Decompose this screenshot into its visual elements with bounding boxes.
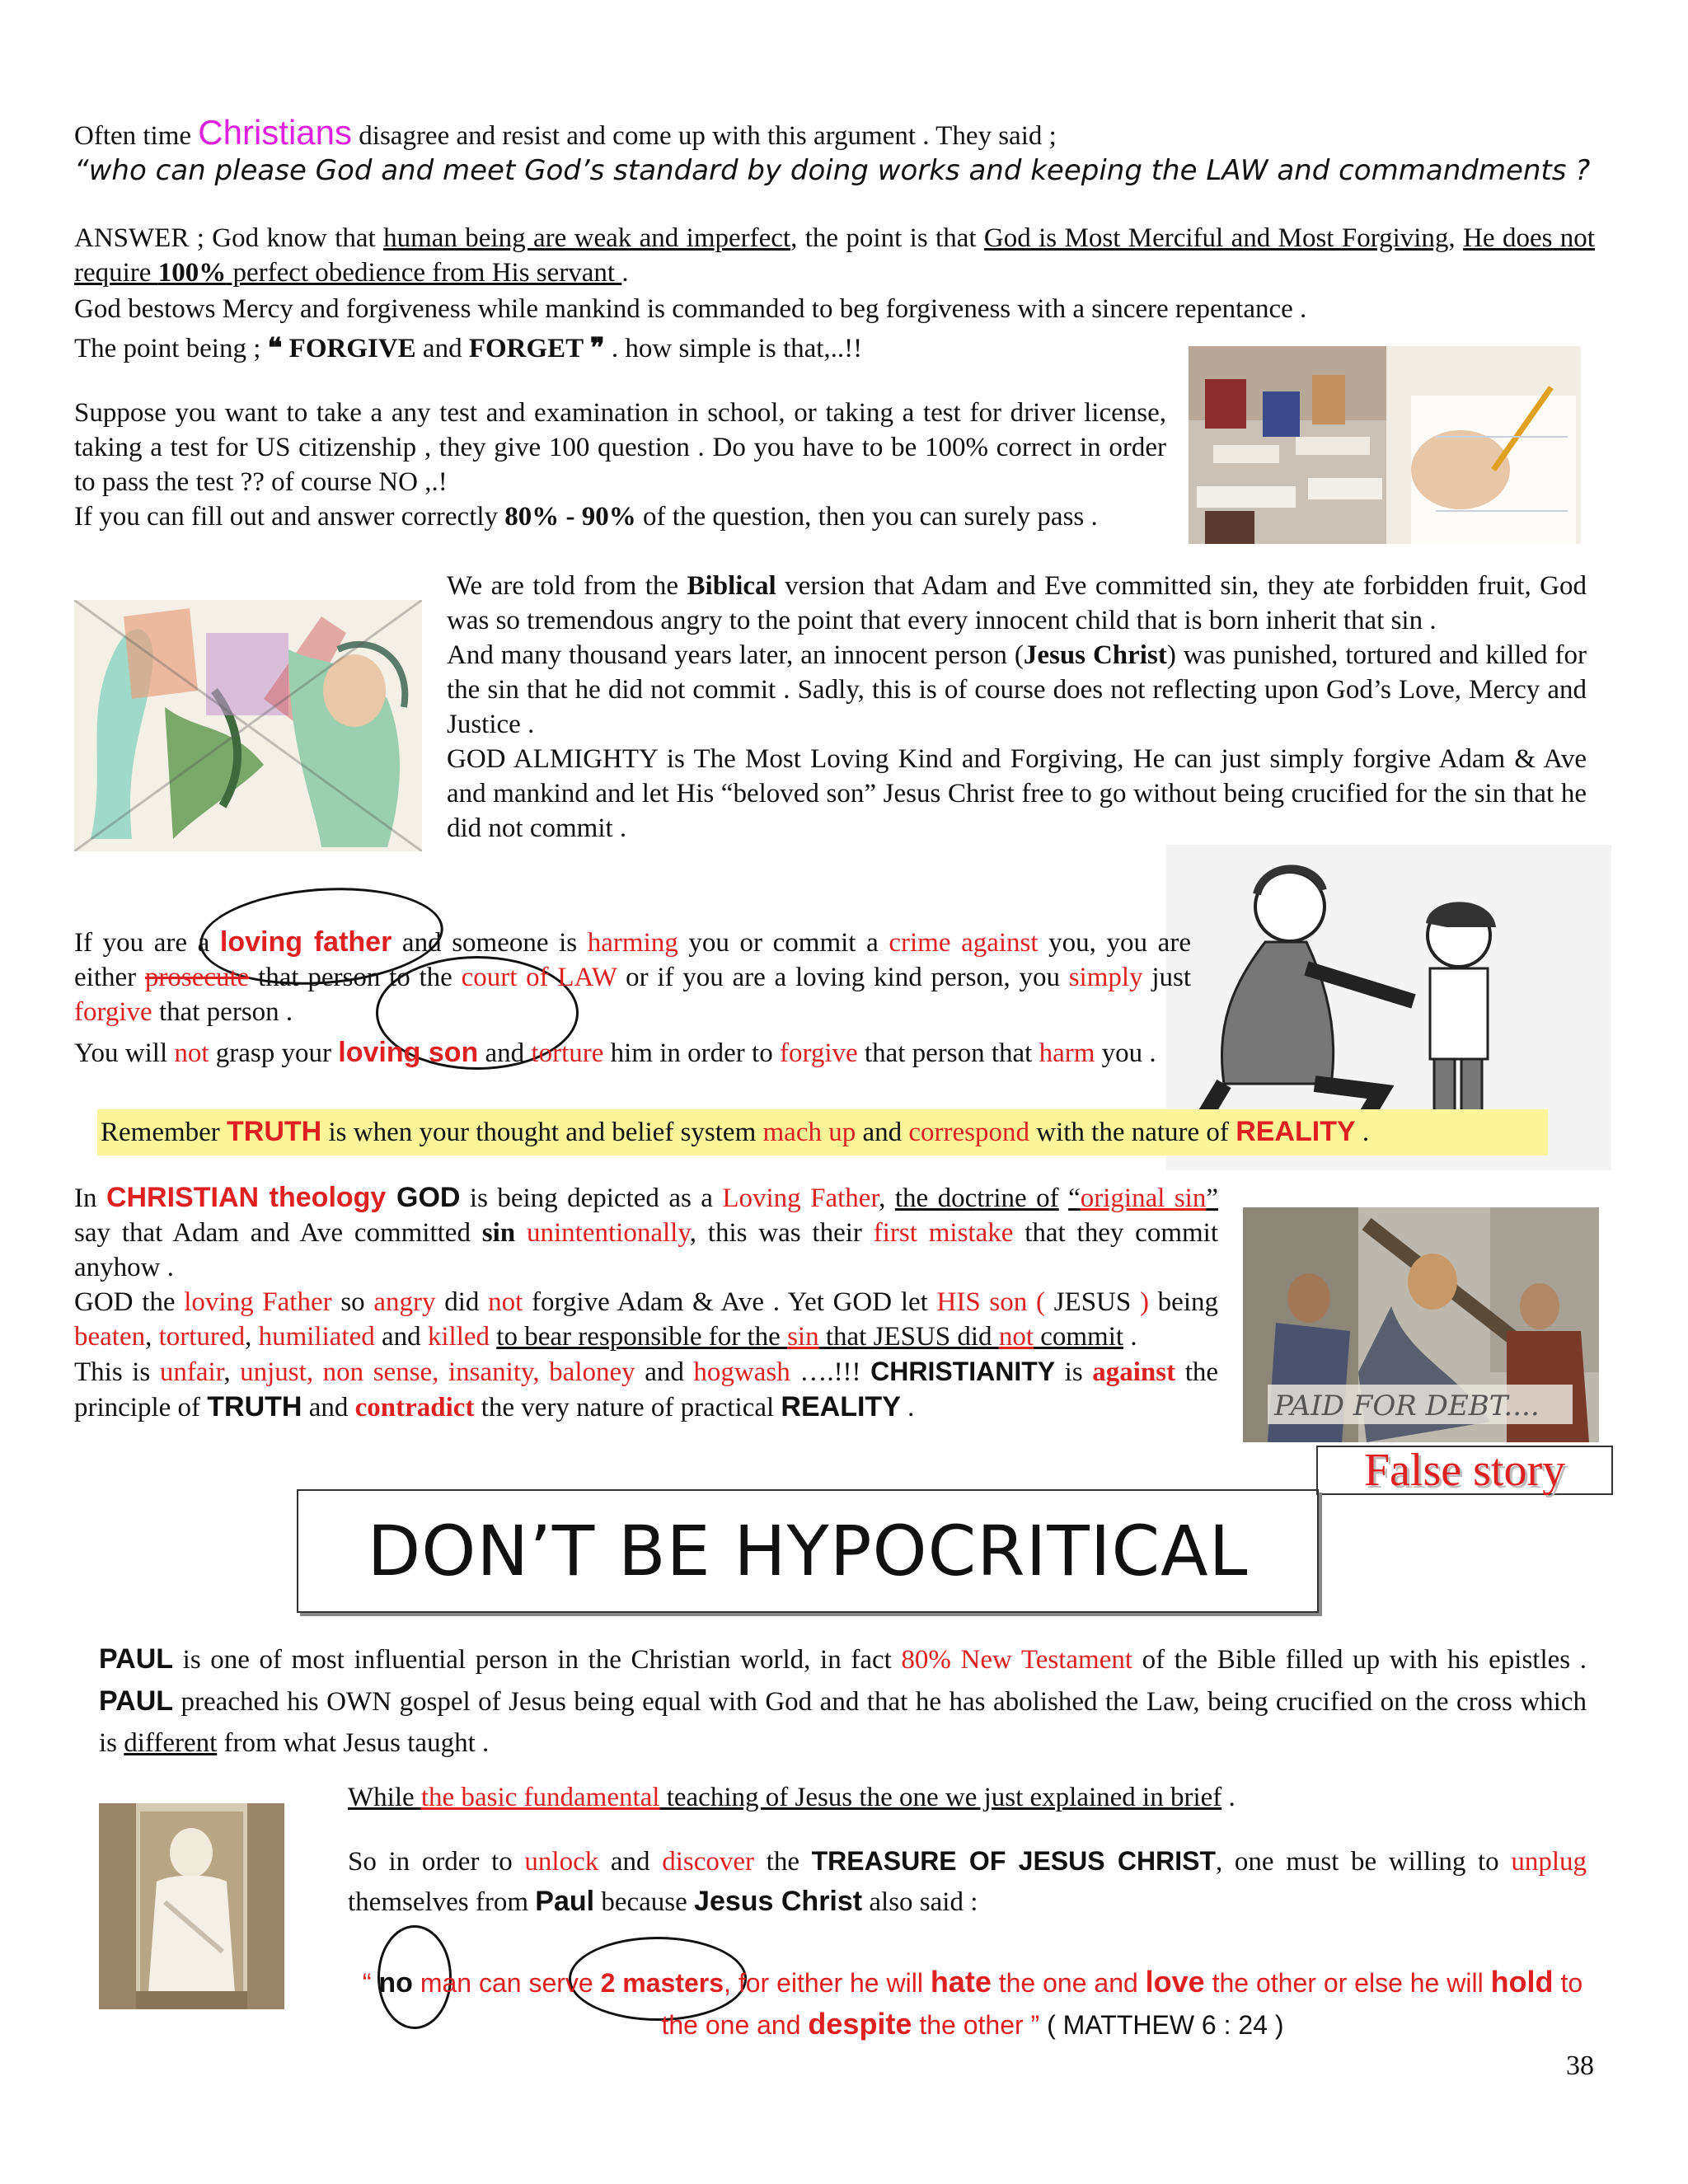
paul-statue-image (99, 1803, 284, 2009)
forgive-forget-line: The point being ; ❝ FORGIVE and FORGET ❞ . how simple is that,..!! (74, 334, 863, 363)
matthew-quote: “ no man can serve 2 masters, for either he will hate the one and love the other or else he will hold to the one and despite the other ” ( MATTHEW 6 : 24 ) (362, 1965, 1583, 2041)
loving-father-paragraph: If you are a loving father and someone is harming you or commit a crime against you, you are either prosecute that person to the court of LAW or if you are a loving kind person, you simply just forgive that person . (74, 926, 1192, 1027)
crucifixion-painting-image (1243, 1207, 1599, 1442)
christians-word: Christians (198, 113, 353, 152)
paul-paragraph: PAUL is one of most influential person in the Christian world, in fact 80% New Testament of the Bible filled up with his epistles . PAUL preached his OWN gospel of Jesus being equal with God and that he has abolished the Law, being crucified on the cross which is different from what Jesus taught . (99, 1643, 1587, 1758)
truth-line: Remember TRUTH is when your thought and belief system mach up and correspond with the nature of REALITY . (101, 1116, 1370, 1147)
biblical-paragraph: We are told from the Biblical version that Adam and Eve committed sin, they ate forbidden fruit, God was so tremendous angry to the point that every innocent child that is born inherit that sin . And many thousand years later, an innocent person (Jesus Christ) was punished, tortured and killed for the sin that he did not commit . Sadly, this is of course does not reflecting upon God’s Love, Mercy and Justice . GOD ALMIGHTY is The Most Loving Kind and Forgiving, He can just simply forgive Adam & Ave and mankind and let His “beloved son” Jesus Christ free to go without being crucified for the sin that he did not commit . (447, 571, 1587, 843)
loving-son-paragraph: You will not grasp your loving son and torture him in order to forgive that person that harm you . (74, 1037, 1156, 1068)
intro-paragraph: Often time Christians disagree and resist and come up with this argument . They said ; “who can please God and meet God’s standard by doing works and keeping the LAW and commandments ? (74, 113, 1591, 187)
basic-teaching-line: While the basic fundamental teaching of Jesus the one we just explained in brief . (348, 1783, 1236, 1812)
paid-for-debt-text: PAID FOR DEBT.... (1274, 1390, 1540, 1422)
argument-quote: “who can please God and meet God’s standard by doing works and keeping the LAW and commandments ? (74, 154, 1591, 187)
page-number: 38 (1566, 2050, 1594, 2081)
hypocritical-banner (297, 1489, 1319, 1613)
mercy-line: God bestows Mercy and forgiveness while mankind is commanded to beg forgiveness with a sincere repentance . (74, 294, 1307, 324)
adam-eve-stained-glass-image (74, 600, 422, 851)
christian-theology-paragraph: In CHRISTIAN theology GOD is being depicted as a Loving Father, the doctrine of “original sin” say that Adam and Ave committed sin unintentionally, this was their first mistake that they commit anyhow . GOD the loving Father so angry did not forgive Adam & Ave . Yet GOD let HIS son ( JESUS ) being beaten, tortured, humiliated and killed to bear responsible for the sin that JESUS did not commit . This is unfair, unjust, non sense, insanity, baloney and hogwash ….!!! CHRISTIANITY is against the principle of TRUTH and contradict the very nature of practical REALITY . (74, 1182, 1219, 1422)
false-story-box (1316, 1446, 1613, 1495)
treasure-paragraph: So in order to unlock and discover the TREASURE OF JESUS CHRIST, one must be willing to unplug themselves from Paul because Jesus Christ also said : (348, 1846, 1587, 1917)
answer-paragraph: ANSWER ; God know that human being are weak and imperfect, the point is that God is Most Merciful and Most Forgiving, He does not require 100% perfect obedience from His servant . (74, 223, 1595, 288)
test-paragraph: Suppose you want to take a any test and examination in school, or taking a test for driver license, taking a test for US citizenship , they give 100 question . Do you have to be 100% correct in order to pass the test ?? of course NO ,.! If you can fill out and answer correctly 80% - 90% of the question, then you can surely pass . (74, 398, 1166, 532)
false-story-label: False story (1363, 1445, 1566, 1496)
hypocritical-text: DON’T BE HYPOCRITICAL (367, 1511, 1249, 1591)
exam-classroom-image (1189, 346, 1581, 544)
